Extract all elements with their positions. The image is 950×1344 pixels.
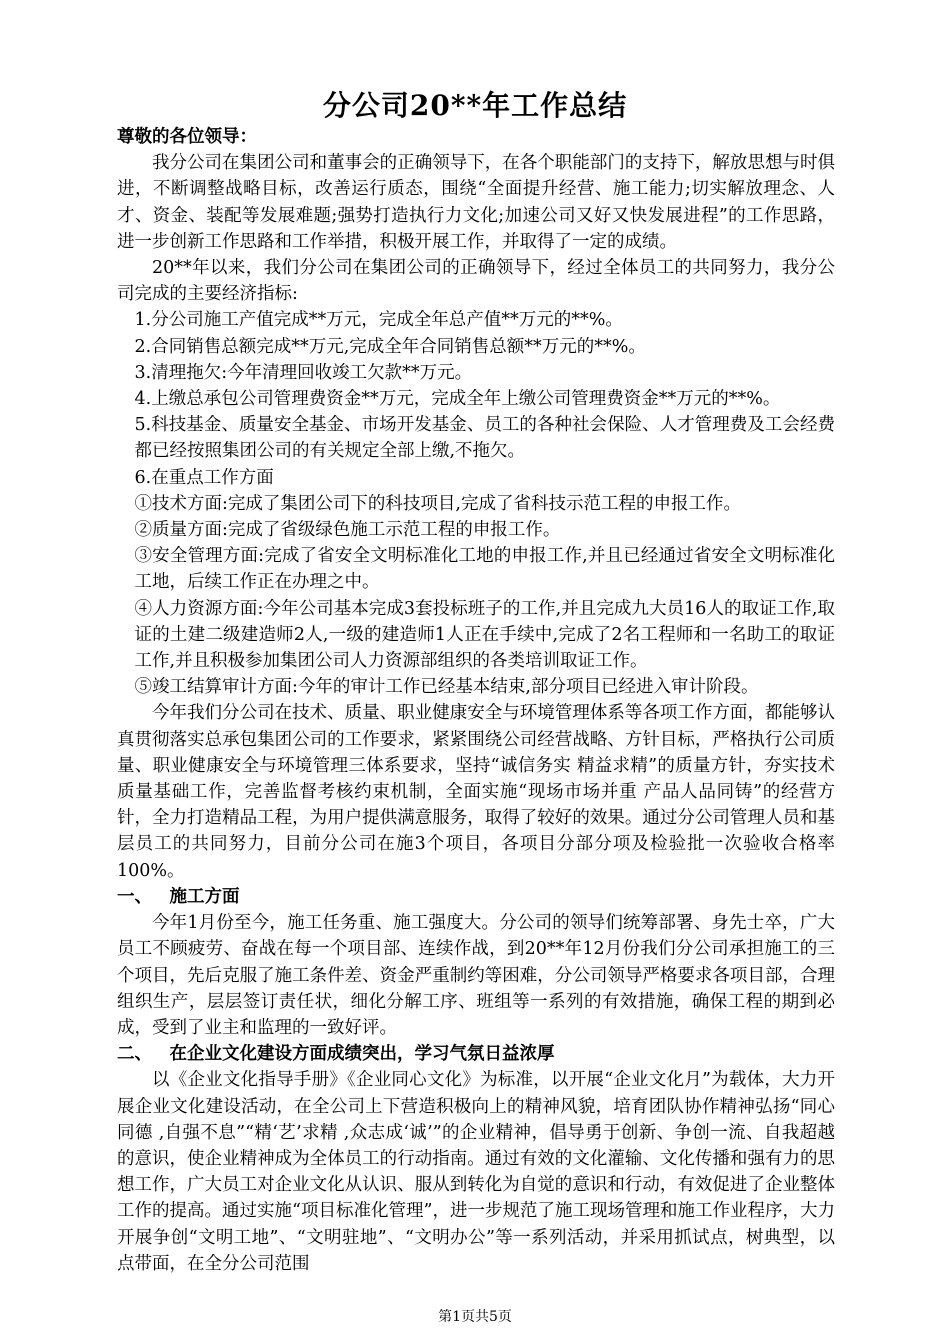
salutation: 尊敬的各位领导： [117,127,257,147]
paragraph-since: 20**年以来，我们分公司在集团公司的正确领导下，经过全体员工的共同努力，我分公司完成的主要经济指标: [117,258,835,305]
paragraph-quality: 今年我们分公司在技术、质量、职业健康安全与环境管理体系等各项工作方面，都能够认真贯彻落实总承包集团公司的工作要求，紧紧围绕公司经营战略、方针目标，严格执行公司质量、职业健康安全与环境管理三体系要求，坚持“诚信务实 精益求精”的质量方针，夯实技术质量基础工作，完善监督考核约束机制，全面实施“现场市场并重 产品人品同铸”的经营方针，全力打造精品工程，为用户提供满意服务，取得了较好的效果。通过分公司管理人员和基层员工的共同努力，目前分公司在施3个项目，各项目分部分项及检验批一次验收合格率100%。 [117,703,835,881]
document-body [117,124,835,1277]
paragraph-construction: 今年1月份至今，施工任务重、施工强度大。分公司的领导们统筹部署、身先士卒，广大员工不顾疲劳、奋战在每一个项目部、连续作战，到20**年12月份我们分公司承担施工的三个项目，先后克服了施工条件差、资金严重制约等困难，分公司领导严格要求各项目部，合理组织生产，层层签订责任状，细化分解工序、班组等一系列的有效措施，确保工程的期到必成，受到了业主和监理的一致好评。 [117,913,835,1038]
list-item: 1.分公司施工产值完成**万元，完成全年总产值**万元的**%。 [134,310,623,331]
section-heading-culture [117,1041,835,1067]
list-item: 6.在重点工作方面 [134,467,274,488]
list-item: 3.清理拖欠:今年清理回收竣工欠款**万元。 [134,362,473,383]
paragraph-culture: 以《企业文化指导手册》《企业同心文化》为标准，以开展“企业文化月”为载体，大力开展企业文化建设活动，在全公司上下营造积极向上的精神风貌，培育团队协作精神弘扬“同心同德 ,自强不息”“精‘艺’求精 ,众志成‘诚’”的企业精神，倡导勇于创新、争创一流、自我超越的意识，使企业精神成为全体员工的行动指南。通过有效的文化灌输、文化传播和强有力的思想工作，广大员工对企业文化从认识、服从到转化为自觉的意识和行动，有效促进了企业整体工作的提高。通过实施“项目标准化管理”，进一步规范了施工现场管理和施工作业程序，大力开展争创“文明工地”、“文明驻地”、“文明办公”等一系列活动，并采用抓试点，树典型，以点带面，在全分公司范围 [117,1070,835,1274]
section-number: 一、 [117,886,152,907]
list-item: 5.科技基金、质量安全基金、市场开发基金、员工的各种社会保险、人才管理费及工会经费都已经按照集团公司的有关规定全部上缴,不拖欠。 [134,415,835,462]
section-number: 二、 [117,1044,152,1065]
section-heading-construction [117,884,835,910]
paragraph-intro: 我分公司在集团公司和董事会的正确领导下，在各个职能部门的支持下，解放思想与时俱进，不断调整战略目标，改善运行质态，围绕“全面提升经营、施工能力;切实解放理念、人才、资金、装配等发展难题;强势打造执行力文化;加速公司又好又快发展进程”的工作思路，进一步创新工作思路和工作举措，积极开展工作，并取得了一定的成绩。 [117,153,835,252]
sub-list-item: ⑤竣工结算审计方面:今年的审计工作已经基本结束,部分项目已经进入审计阶段。 [134,677,759,698]
sub-list-item: ①技术方面:完成了集团公司下的科技项目,完成了省科技示范工程的申报工作。 [134,493,741,514]
page-footer: 第1页共5页 [438,1309,512,1325]
list-item: 4.上缴总承包公司管理费资金**万元，完成全年上缴公司管理费资金**万元的**%。 [134,389,781,410]
sub-list-item: ③安全管理方面:完成了省安全文明标准化工地的申报工作,并且已经通过省安全文明标准化工地，后续工作正在办理之中。 [134,546,835,593]
document-title: 分公司20**年工作总结 [322,89,628,122]
list-item: 2.合同销售总额完成**万元,完成全年合同销售总额**万元的**%。 [134,336,646,357]
section-title: 在企业文化建设方面成绩突出，学习气氛日益浓厚 [169,1044,555,1065]
sub-list-item: ④人力资源方面:今年公司基本完成3套投标班子的工作,并且完成九大员16人的取证工作,取证的土建二级建造师2人,一级的建造师1人正在手续中,完成了2名工程师和一名助工的取证工作,并且积极参加集团公司人力资源部组织的各类培训取证工作。 [134,598,835,672]
sub-list-item: ②质量方面:完成了省级绿色施工示范工程的申报工作。 [134,520,561,541]
section-title: 施工方面 [169,886,240,907]
